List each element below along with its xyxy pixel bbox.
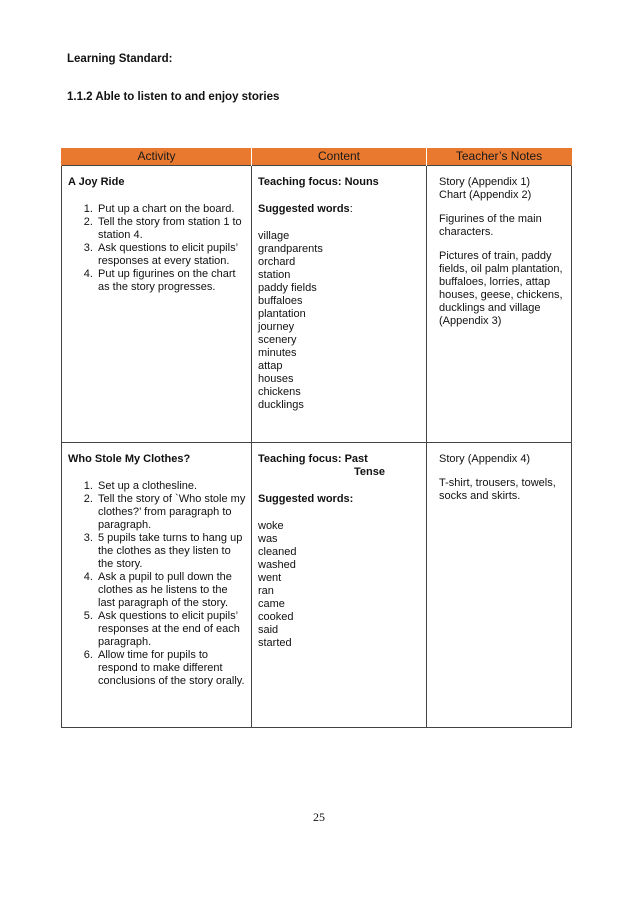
table-row — [62, 166, 572, 443]
suggested-word: started — [258, 637, 292, 649]
teachers-notes-cell — [427, 166, 572, 443]
suggested-word: ducklings — [258, 399, 304, 411]
activity-step: 4. Ask a pupil to pull down the clothes as he listens to the last paragraph of the story. — [96, 571, 246, 610]
page-number: 25 — [313, 810, 325, 824]
suggested-word: woke — [258, 520, 284, 532]
suggested-word: station — [258, 269, 291, 281]
suggested-word: was — [258, 533, 278, 545]
suggested-words-label — [258, 203, 421, 216]
activity-step: 4. Put up figurines on the chart as the story progresses. — [96, 268, 246, 294]
table-row — [62, 443, 572, 728]
table-header-row — [62, 148, 572, 166]
suggested-word: ran — [258, 585, 274, 597]
content-cell — [252, 443, 427, 728]
suggested-word: attap — [258, 360, 283, 372]
suggested-word: scenery — [258, 334, 297, 346]
teaching-focus-continued: Tense — [354, 466, 385, 478]
activity-step: 2. Tell the story of `Who stole my clothes?’ from paragraph to paragraph. — [96, 493, 246, 532]
suggested-word: buffaloes — [258, 295, 303, 307]
suggested-words-colon: : — [349, 203, 353, 215]
teachers-note: T-shirt, trousers, towels, socks and skirts. — [439, 477, 556, 502]
teachers-note: Story (Appendix 1) Chart (Appendix 2) — [439, 176, 532, 201]
suggested-word: grandparents — [258, 243, 323, 255]
teachers-note: Pictures of train, paddy fields, oil palm plantation, buffaloes, lorries, attap houses, geese, chickens, ducklings and village (Appendix 3) — [439, 250, 563, 327]
suggested-word: village — [258, 230, 290, 242]
activity-step: 3. Ask questions to elicit pupils’ responses at every station. — [96, 242, 246, 268]
activity-steps — [68, 203, 246, 294]
teachers-note: Story (Appendix 4) — [439, 453, 531, 465]
suggested-word: chickens — [258, 386, 301, 398]
activity-steps — [68, 480, 246, 688]
suggested-words-heading: Suggested words: — [258, 493, 354, 505]
suggested-word: journey — [258, 321, 295, 333]
suggested-word: houses — [258, 373, 294, 385]
activity-step: 5. Ask questions to elicit pupils’ responses at the end of each paragraph. — [96, 610, 246, 649]
suggested-word: paddy fields — [258, 282, 317, 294]
activity-title: A Joy Ride — [68, 176, 125, 188]
learning-standard-label: Learning Standard: — [67, 53, 173, 65]
teaching-focus: Teaching focus: Nouns — [258, 176, 379, 188]
activity-cell — [62, 443, 252, 728]
suggested-word: minutes — [258, 347, 297, 359]
teaching-focus: Teaching focus: Past — [258, 453, 368, 465]
suggested-word: cooked — [258, 611, 294, 623]
content-cell — [252, 166, 427, 443]
activity-step: 6. Allow time for pupils to respond to make different conclusions of the story orally. — [96, 649, 246, 688]
activity-step: 3. 5 pupils take turns to hang up the clothes as they listen to the story. — [96, 532, 246, 571]
activity-cell — [62, 166, 252, 443]
teachers-note: Figurines of the main characters. — [439, 213, 542, 238]
activity-step: 1. Set up a clothesline. — [96, 480, 246, 493]
activity-step: 1. Put up a chart on the board. — [96, 203, 246, 216]
suggested-word: plantation — [258, 308, 306, 320]
suggested-word: orchard — [258, 256, 296, 268]
suggested-word: went — [258, 572, 282, 584]
lesson-table — [61, 148, 572, 728]
suggested-word: came — [258, 598, 285, 610]
activity-step: 2. Tell the story from station 1 to station 4. — [96, 216, 246, 242]
suggested-word: cleaned — [258, 546, 297, 558]
suggested-word: washed — [258, 559, 296, 571]
suggested-word: said — [258, 624, 279, 636]
suggested-words-label — [258, 493, 421, 506]
header-content: Content — [252, 148, 427, 166]
header-activity: Activity — [62, 148, 252, 166]
header-teachers-notes: Teacher’s Notes — [427, 148, 572, 166]
learning-standard-item: 1.1.2 Able to listen to and enjoy stories — [67, 91, 280, 103]
teachers-notes-cell — [427, 443, 572, 728]
activity-title: Who Stole My Clothes? — [68, 453, 191, 465]
suggested-words-heading: Suggested words — [258, 203, 350, 215]
